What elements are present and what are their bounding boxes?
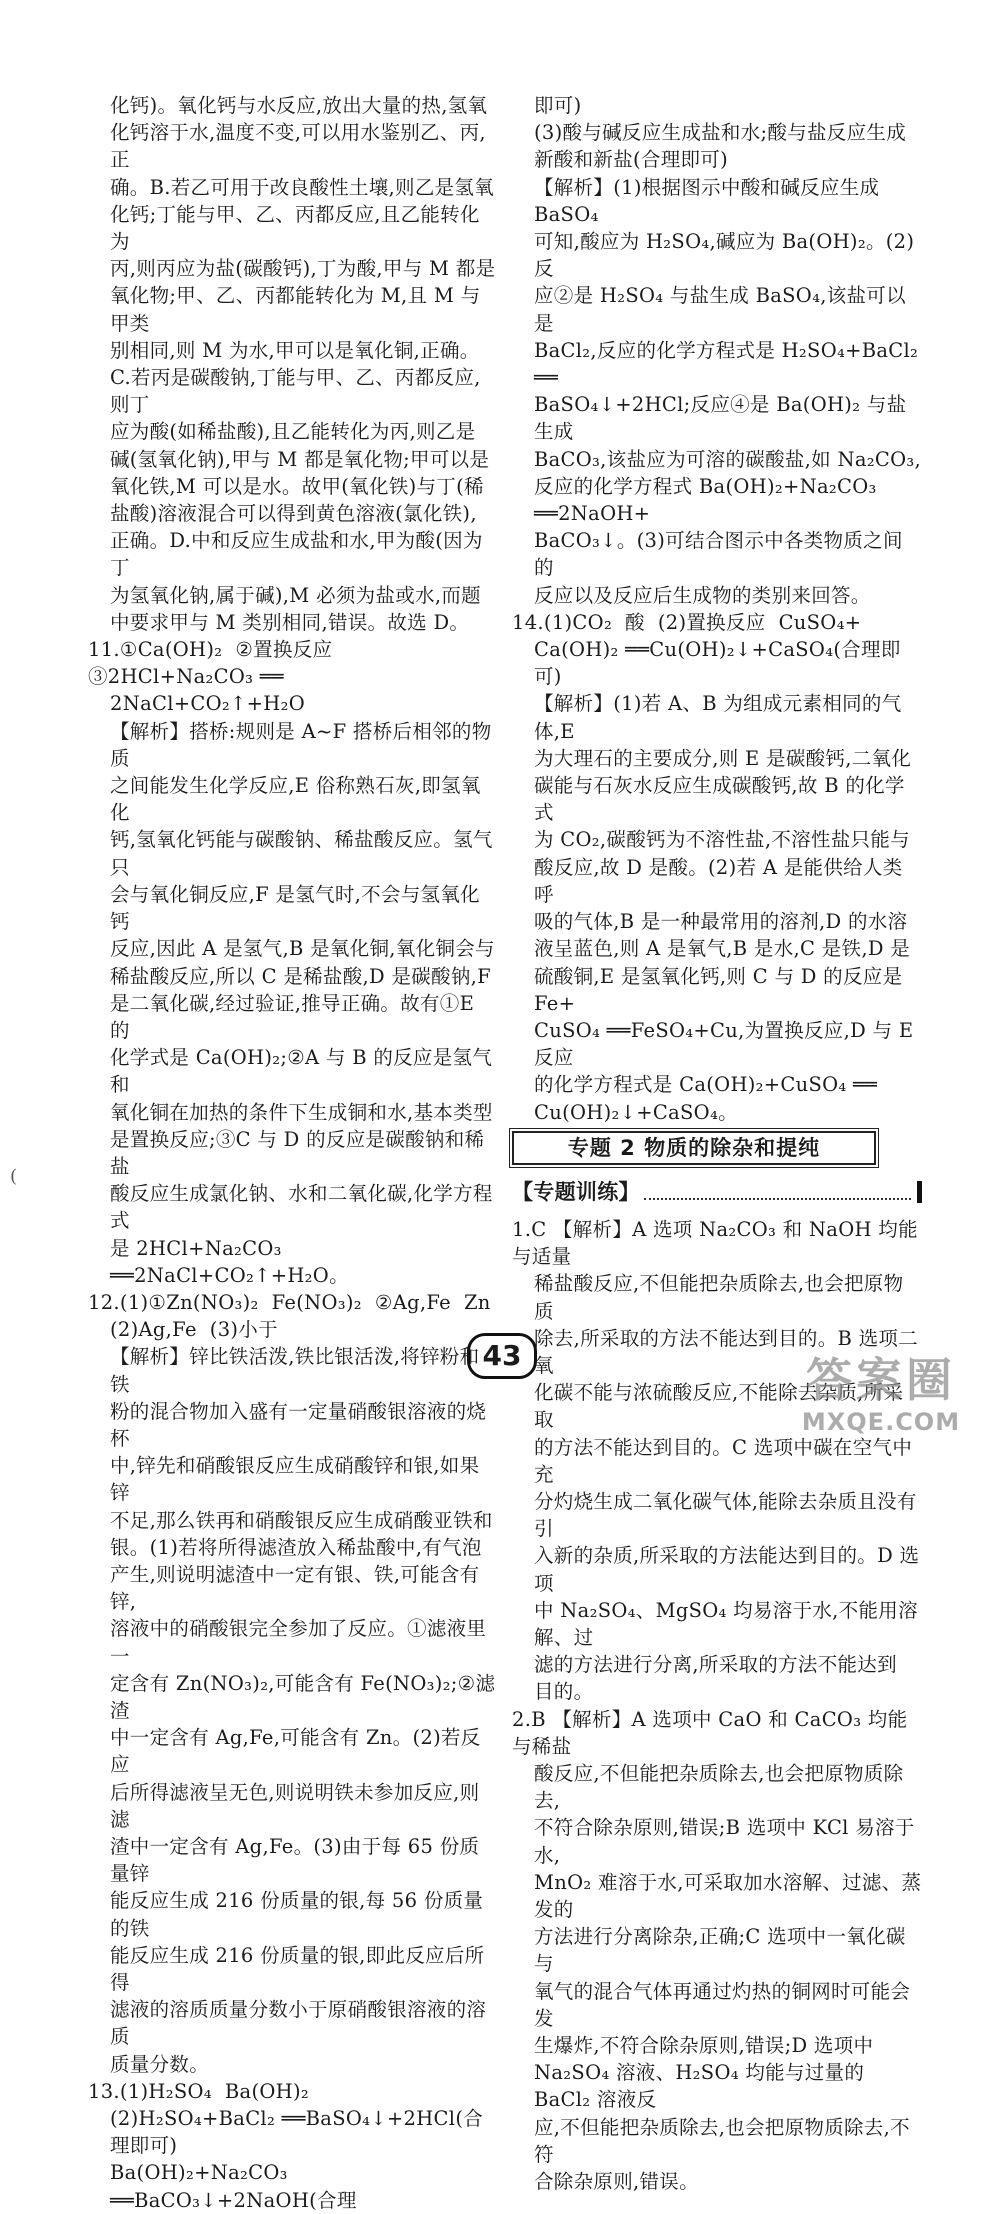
text-line: 2NaCl+CO₂↑+H₂O xyxy=(110,692,306,716)
training-header xyxy=(512,1179,922,1206)
training-label: 【专题训练】 xyxy=(512,1179,640,1204)
text-line: 合除杂原则,错误。 xyxy=(534,2170,699,2194)
text-line: 应,不但能把杂质除去,也会把原物质除去,不符 xyxy=(534,2115,910,2166)
text-line: 确。B.若乙可用于改良酸性土壤,则乙是氢氧 xyxy=(110,175,495,199)
text-line: 反应的化学方程式 Ba(OH)₂+Na₂CO₃ ══2NaOH+ xyxy=(534,474,884,526)
text-line: 能反应生成 216 份质量的银,每 56 份质量的铁 xyxy=(110,1889,484,1940)
text-line: 是二氧化碳,经过验证,推导正确。故有①E 的 xyxy=(110,991,481,1042)
text-line: 2.B 【解析】A 选项中 CaO 和 CaCO₃ 均能与稀盐 xyxy=(512,1707,908,1758)
text-line: 氧化铁,M 可以是水。故甲(氧化铁)与丁(稀 xyxy=(110,474,484,498)
text-line: 酸反应,不但能把杂质除去,也会把原物质除去, xyxy=(534,1761,904,1813)
text-line: BaCl₂,反应的化学方程式是 H₂SO₄+BaCl₂ ══ xyxy=(534,338,925,390)
text-line: Cu(OH)₂↓+CaSO₄。 xyxy=(534,1100,738,1124)
text-line: Na₂SO₄ 溶液、H₂SO₄ 均能与过量的 BaCl₂ 溶液反 xyxy=(534,2061,871,2112)
text-line: 【解析】(1)根据图示中酸和碱反应生成 BaSO₄ xyxy=(534,175,886,226)
text-line: 酸反应,故 D 是酸。(2)若 A 是能供给人类呼 xyxy=(534,855,903,906)
end-bar xyxy=(917,1181,922,1203)
right-column xyxy=(512,92,925,2195)
text-line: (2)Ag,Fe (3)小于 xyxy=(110,1318,278,1342)
text-line: 的方法不能达到目的。C 选项中碳在空气中充 xyxy=(534,1435,913,1486)
text-line: 氧化物;甲、乙、丙都能转化为 M,且 M 与甲类 xyxy=(110,284,481,335)
text-line: 11.①Ca(OH)₂ ②置换反应 ③2HCl+Na₂CO₃ ══ xyxy=(88,638,346,689)
text-line: 化学式是 Ca(OH)₂;②A 与 B 的反应是氢气和 xyxy=(110,1046,493,1097)
text-line: 是 2HCl+Na₂CO₃ ══2NaCl+CO₂↑+H₂O。 xyxy=(110,1236,349,1287)
text-line: 方法进行分离除杂,正确;C 选项中一氧化碳与 xyxy=(534,1925,906,1976)
text-line: 碳能与石灰水反应生成碳酸钙,故 B 的化学式 xyxy=(534,774,905,825)
text-line: 化钙;丁能与甲、乙、丙都反应,且乙能转化为 xyxy=(110,202,480,254)
text-line: 1.C 【解析】A 选项 Na₂CO₃ 和 NaOH 均能与适量 xyxy=(512,1217,918,1269)
text-line: 滤液的溶质质量分数小于原硝酸银溶液的溶质 xyxy=(110,1998,487,2049)
text-line: 反应以及反应后生成物的类别来回答。 xyxy=(534,583,871,607)
text-line: 定含有 Zn(NO₃)₂,可能含有 Fe(NO₃)₂;②滤渣 xyxy=(110,1671,496,1722)
text-line: 化钙溶于水,温度不变,可以用水鉴别乙、丙,正 xyxy=(110,121,486,172)
dotted-leader xyxy=(644,1184,911,1200)
text-line: 产生,则说明滤渣中一定有银、铁,可能含有锌, xyxy=(110,1562,480,1614)
text-line: 能反应生成 216 份质量的银,即此反应后所得 xyxy=(110,1943,485,1995)
text-line: BaCO₃,该盐应为可溶的碳酸盐,如 Na₂CO₃, xyxy=(534,447,922,471)
text-line: 【解析】锌比铁活泼,铁比银活泼,将锌粉和铁 xyxy=(110,1345,480,1396)
text-line: 氧气的混合气体再通过灼热的铜网时可能会发 xyxy=(534,1979,911,2030)
text-line: 正确。D.中和反应生成盐和水,甲为酸(因为丁 xyxy=(110,529,483,580)
text-line: 中要求甲与 M 类别相同,错误。故选 D。 xyxy=(110,610,470,634)
text-line: 会与氧化铜反应,F 是氢气时,不会与氢氧化钙 xyxy=(110,882,480,934)
text-line: 银。(1)若将所得滤渣放入稀盐酸中,有气泡 xyxy=(110,1535,482,1559)
text-line: 氧化铜在加热的条件下生成铜和水,基本类型 xyxy=(110,1100,493,1124)
text-line: 液呈蓝色,则 A 是氧气,B 是水,C 是铁,D 是 xyxy=(534,937,911,961)
text-line: 硫酸铜,E 是氢氧化钙,则 C 与 D 的反应是 Fe+ xyxy=(534,964,909,1015)
text-line: (2)H₂SO₄+BaCl₂ ══BaSO₄↓+2HCl(合理即可) xyxy=(110,2107,484,2158)
text-line: MnO₂ 难溶于水,可采取加水溶解、过滤、蒸发的 xyxy=(534,1870,922,1921)
text-line: 即可) xyxy=(534,94,582,117)
watermark-glyphs: 答案圈 xyxy=(806,1353,956,1407)
text-line: 13.(1)H₂SO₄ Ba(OH)₂ xyxy=(88,2079,309,2103)
text-line: 盐酸)溶液混合可以得到黄色溶液(氯化铁), xyxy=(110,502,477,526)
text-line: 化碳不能与浓硫酸反应,不能除去杂质,所采取 xyxy=(534,1381,904,1432)
text-line: 目的。 xyxy=(534,1680,594,1704)
watermark-url: MXQE.COM xyxy=(801,1408,961,1436)
text-line: 入新的杂质,所采取的方法能达到目的。D 选项 xyxy=(534,1544,920,1595)
text-line: 吸的气体,B 是一种最常用的溶剂,D 的水溶 xyxy=(534,910,908,934)
text-line: (3)酸与碱反应生成盐和水;酸与盐反应生成 xyxy=(534,121,906,145)
text-line: 之间能发生化学反应,E 俗称熟石灰,即氢氧化 xyxy=(110,774,481,825)
watermark-logo xyxy=(776,1352,986,1448)
text-line: 不符合除杂原则,错误;B 选项中 KCl 易溶于水, xyxy=(534,1816,915,1867)
text-line: 滤的方法进行分离,所采取的方法不能达到 xyxy=(534,1653,897,1677)
section-title-box xyxy=(512,1131,876,1165)
text-line: 粉的混合物加入盛有一定量硝酸银溶液的烧杯 xyxy=(110,1399,487,1450)
text-line: 溶液中的硝酸银完全参加了反应。①滤液里一 xyxy=(110,1617,487,1668)
text-line: 反应,因此 A 是氢气,B 是氧化铜,氧化铜会与 xyxy=(110,937,495,961)
text-line: 化钙)。氧化钙与水反应,放出大量的热,氢氧 xyxy=(110,94,488,117)
page-number: 43 xyxy=(467,1333,537,1379)
text-line: 除去,所采取的方法不能达到目的。B 选项二氧 xyxy=(534,1326,919,1377)
text-line: 为氢氧化钠,属于碱),M 必须为盐或水,而题 xyxy=(110,583,481,607)
text-line: 中,锌先和硝酸银反应生成硝酸锌和银,如果锌 xyxy=(110,1454,480,1505)
left-column xyxy=(88,92,498,2214)
text-line: 生爆炸,不符合除杂原则,错误;D 选项中 xyxy=(534,2034,874,2058)
answer-block-13-14 xyxy=(512,92,925,1126)
text-line: BaSO₄↓+2HCl;反应④是 Ba(OH)₂ 与盐生成 xyxy=(534,393,907,444)
text-line: 为大理石的主要成分,则 E 是碳酸钙,二氧化 xyxy=(534,746,912,770)
text-line: 不足,那么铁再和硝酸银反应生成硝酸亚铁和 xyxy=(110,1508,493,1532)
text-line: 中 Na₂SO₄、MgSO₄ 均易溶于水,不能用溶解、过 xyxy=(534,1598,918,1649)
text-line: 【解析】搭桥:规则是 A~F 搭桥后相邻的物质 xyxy=(110,719,492,770)
text-line: 质量分数。 xyxy=(110,2052,210,2076)
section-title: 专题 2 物质的除杂和提纯 xyxy=(567,1135,821,1160)
text-line: Ba(OH)₂+Na₂CO₃ ══BaCO₃↓+2NaOH(合理 xyxy=(110,2161,357,2212)
text-line: BaCO₃↓。(3)可结合图示中各类物质之间的 xyxy=(534,529,903,580)
text-line: 钙,氢氧化钙能与碳酸钠、稀盐酸反应。氢气只 xyxy=(110,828,493,879)
text-line: 碱(氢氧化钠),甲与 M 都是氧化物;甲可以是 xyxy=(110,447,490,471)
text-line: 应为酸(如稀盐酸),且乙能转化为丙,则乙是 xyxy=(110,420,476,444)
text-line: 酸反应生成氯化钠、水和二氧化碳,化学方程式 xyxy=(110,1182,493,1233)
text-line: 新酸和新盐(合理即可) xyxy=(534,148,729,172)
text-line: 是置换反应;③C 与 D 的反应是碳酸钠和稀盐 xyxy=(110,1127,485,1178)
text-line: C.若丙是碳酸钠,丁能与甲、乙、丙都反应,则丁 xyxy=(110,366,481,417)
text-line: 丙,则丙应为盐(碳酸钙),丁为酸,甲与 M 都是 xyxy=(110,257,496,281)
text-line: 后所得滤液呈无色,则说明铁未参加反应,则滤 xyxy=(110,1780,480,1831)
text-line: 稀盐酸反应,不但能把杂质除去,也会把原物质 xyxy=(534,1272,904,1323)
margin-mark: ( xyxy=(10,1166,18,1187)
text-line: 可知,酸应为 H₂SO₄,碱应为 Ba(OH)₂。(2)反 xyxy=(534,230,915,281)
text-line: 的化学方程式是 Ca(OH)₂+CuSO₄ ══ xyxy=(534,1073,878,1097)
text-line: 为 CO₂,碳酸钙为不溶性盐,不溶性盐只能与 xyxy=(534,828,910,852)
text-line: 分灼烧生成二氧化碳气体,能除去杂质且没有引 xyxy=(534,1489,917,1541)
text-line: CuSO₄ ══FeSO₄+Cu,为置换反应,D 与 E 反应 xyxy=(534,1018,920,1070)
text-line: 稀盐酸反应,所以 C 是稀盐酸,D 是碳酸钠,F xyxy=(110,964,491,988)
text-line: 渣中一定含有 Ag,Fe。(3)由于每 65 份质量锌 xyxy=(110,1835,480,1886)
text-line: 应②是 H₂SO₄ 与盐生成 BaSO₄,该盐可以是 xyxy=(534,284,906,335)
text-line: Ca(OH)₂ ══Cu(OH)₂↓+CaSO₄(合理即可) xyxy=(534,638,901,689)
text-line: 中一定含有 Ag,Fe,可能含有 Zn。(2)若反应 xyxy=(110,1726,481,1777)
text-line: 【解析】(1)若 A、B 为组成元素相同的气体,E xyxy=(534,692,902,743)
text-line: 14.(1)CO₂ 酸 (2)置换反应 CuSO₄+ xyxy=(512,610,862,634)
text-line: 别相同,则 M 为水,甲可以是氧化铜,正确。 xyxy=(110,338,480,362)
text-line: 12.(1)①Zn(NO₃)₂ Fe(NO₃)₂ ②Ag,Fe Zn xyxy=(88,1290,491,1314)
